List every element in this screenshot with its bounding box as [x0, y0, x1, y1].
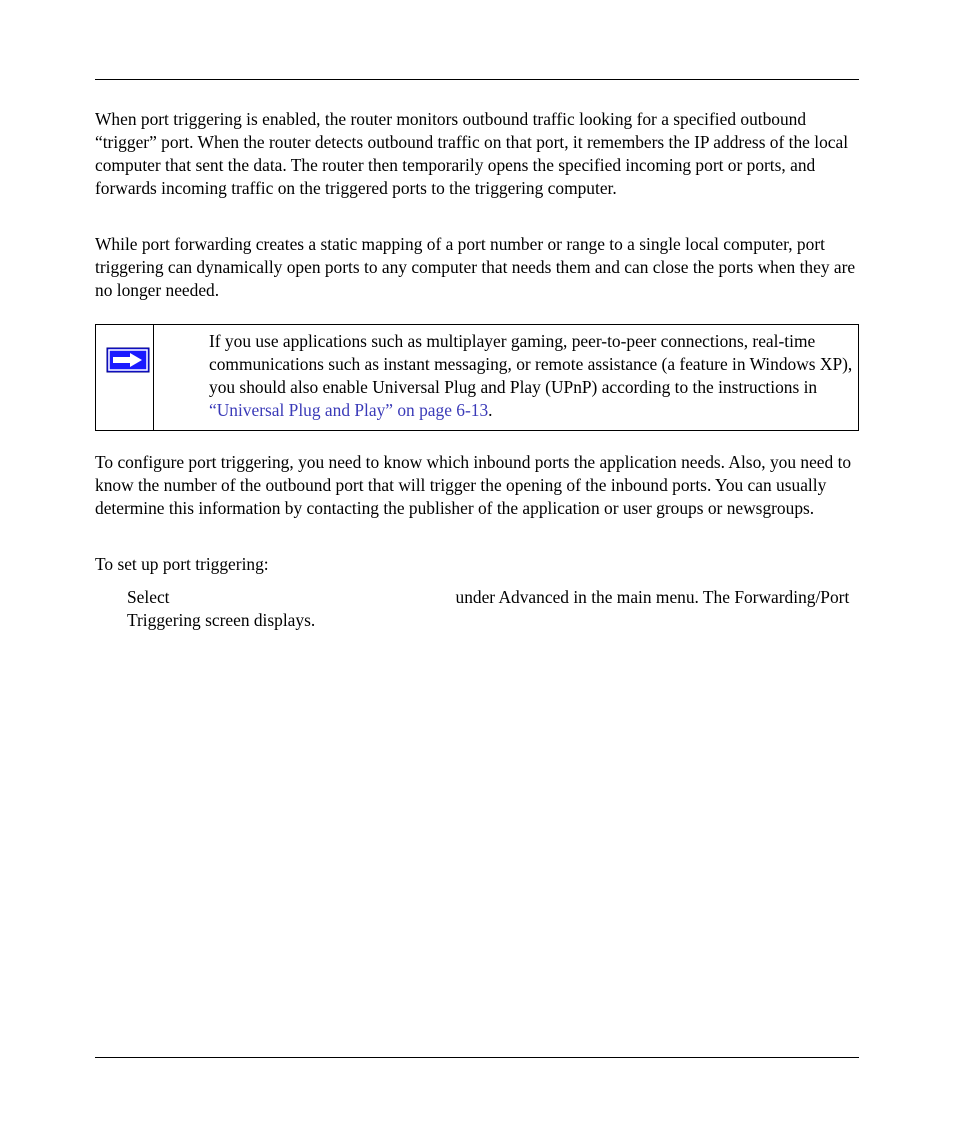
note-divider: [153, 325, 154, 430]
step-rest: under Advanced in the main menu. The Forwarding/Port Triggering screen displays.: [127, 587, 850, 630]
paragraph-port-forwarding-comparison: While port forwarding creates a static mapping of a port number or range to a single local computer, port triggering can dynamically open ports to any computer that needs them and can close the ports when they are no longer needed.: [95, 234, 856, 300]
step-select-menu: [127, 586, 859, 632]
header-rule: [95, 79, 859, 80]
note-box: [95, 324, 859, 431]
note-body: If you use applications such as multiplayer gaming, peer-to-peer connections, real-time communications such as instant messaging, or remote assistance (a feature in Windows XP), you should also enable Universal Plug and Play (UPnP) according to the instructions in: [209, 331, 853, 397]
step-select-word: Select: [127, 587, 170, 607]
note-end: .: [488, 400, 493, 420]
arrow-right-icon: [106, 347, 150, 373]
paragraph-port-triggering-overview: When port triggering is enabled, the router monitors outbound traffic looking for a specified outbound “trigger” port. When the router detects outbound traffic on that port, it remembers the IP address of the local computer that sent the data. The router then temporarily opens the specified incoming port or ports, and forwards incoming traffic on the triggered ports to the triggering computer.: [95, 109, 849, 198]
footer-rule: [95, 1057, 859, 1058]
note-text: [209, 330, 854, 422]
paragraph-configure-requirements: To configure port triggering, you need to know which inbound ports the application needs. Also, you need to know the number of the outbound port that will trigger the opening of the inbound ports. You can usually determine this information by contacting the publisher of the application or user groups or newsgroups.: [95, 452, 852, 518]
paragraph-setup-intro: To set up port triggering:: [95, 554, 269, 574]
upnp-link[interactable]: “Universal Plug and Play” on page 6-13: [209, 400, 489, 420]
